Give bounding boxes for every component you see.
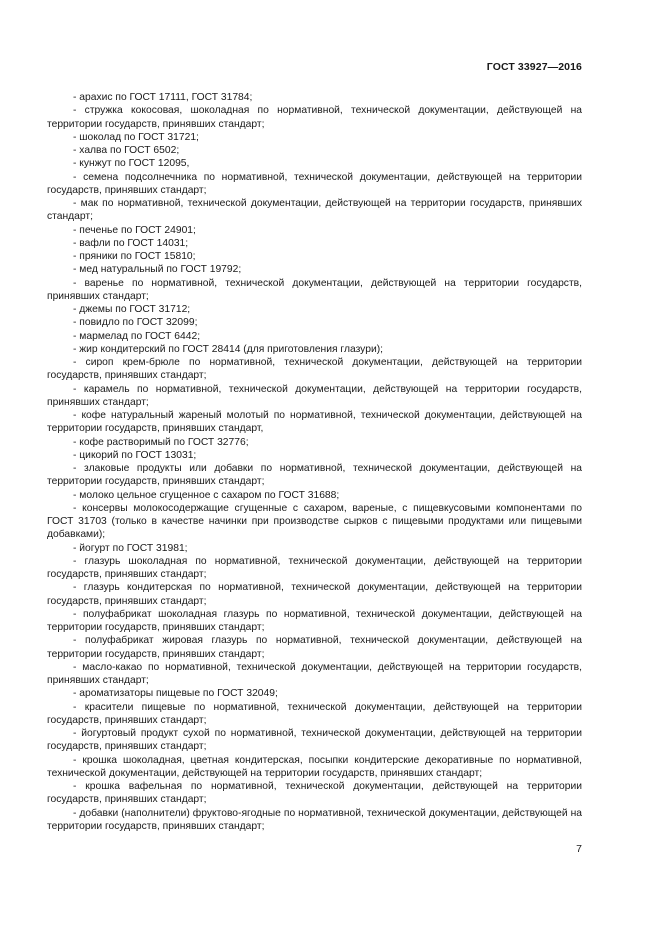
list-item: - жир кондитерский по ГОСТ 28414 (для приготовления глазури);: [73, 343, 383, 355]
list-item: - мармелад по ГОСТ 6442;: [73, 330, 201, 342]
list-item: - мак по нормативной, технической документации, действующей на территории государств, принявших стандарт;: [47, 198, 582, 223]
list-item: - пряники по ГОСТ 15810;: [73, 251, 196, 262]
list-item: - йогуртовый продукт сухой по нормативной, технической документации, действующей на территории государств, принявших стандарт;: [47, 728, 582, 753]
list-item: - карамель по нормативной, технической документации, действующей на территории государств, принявших стандарт;: [47, 383, 582, 408]
list-item: - семена подсолнечника по нормативной, технической документации, действующей на территории государств, принявших стандарт;: [47, 171, 582, 196]
list-item: - масло-какао по нормативной, технической документации, действующей на территории государств, принявших стандарт;: [47, 661, 582, 686]
list-item: - мед натуральный по ГОСТ 19792;: [73, 264, 242, 276]
list-item: - йогурт по ГОСТ 31981;: [73, 542, 188, 554]
list-item: - арахис по ГОСТ 17111, ГОСТ 31784;: [73, 92, 253, 103]
list-item: - красители пищевые по нормативной, технической документации, действующей на территории государств, принявших стандарт;: [47, 701, 582, 726]
list-item: - джемы по ГОСТ 31712;: [73, 304, 191, 315]
list-item: - кунжут по ГОСТ 12095,: [73, 158, 190, 170]
list-item: - повидло по ГОСТ 32099;: [73, 317, 198, 329]
list-item: - кофе натуральный жареный молотый по нормативной, технической документации, действующей на территории государств, принявших стандарт,: [47, 410, 582, 435]
list-item: - злаковые продукты или добавки по нормативной, технической документации, действующей на территории государств, принявших стандарт;: [47, 463, 582, 488]
page-number: 7: [576, 843, 582, 855]
list-item: - кофе растворимый по ГОСТ 32776;: [73, 436, 249, 448]
list-item: - глазурь кондитерская по нормативной, технической документации, действующей на территории государств, принявших стандарт;: [47, 582, 582, 607]
list-item: - халва по ГОСТ 6502;: [73, 145, 180, 156]
list-item: - добавки (наполнители) фруктово-ягодные по нормативной, технической документации, действующей на территории государств, принявших стандарт;: [47, 807, 582, 832]
list-item: - полуфабрикат жировая глазурь по нормативной, технической документации, действующей на территории государств, принявших стандарт;: [47, 635, 582, 660]
list-item: - крошка вафельная по нормативной, технической документации, действующей на территории государств, принявших стандарт;: [47, 781, 582, 806]
list-item: - вафли по ГОСТ 14031;: [73, 237, 189, 249]
list-item: - сироп крем-брюле по нормативной, технической документации, действующей на территории государств, принявших стандарт;: [47, 357, 582, 382]
list-item: - ароматизаторы пищевые по ГОСТ 32049;: [73, 688, 278, 700]
requirements-list: [47, 91, 582, 833]
standard-header: ГОСТ 33927—2016: [486, 61, 582, 73]
list-item: - консервы молокосодержащие сгущенные с сахаром, вареные, с пищевкусовыми компонентами по ГОСТ 31703 (только в качестве начинки при производстве сырков с пищевыми продуктами или пищевыми добавками);: [47, 502, 582, 541]
list-item: - полуфабрикат шоколадная глазурь по нормативной, технической документации, действующей на территории государств, принявших стандарт;: [47, 608, 582, 633]
list-item: - крошка шоколадная, цветная кондитерская, посыпки кондитерские декоративные по нормативной, технической документации, действующей на территории государств, принявших стандарт;: [47, 754, 582, 779]
list-item: - цикорий по ГОСТ 13031;: [73, 449, 197, 461]
list-item: - печенье по ГОСТ 24901;: [73, 224, 196, 236]
list-item: - шоколад по ГОСТ 31721;: [73, 131, 199, 143]
list-item: - варенье по нормативной, технической документации, действующей на территории государств, принявших стандарт;: [47, 277, 582, 302]
list-item: - глазурь шоколадная по нормативной, технической документации, действующей на территории государств, принявших стандарт;: [47, 555, 582, 580]
list-item: - молоко цельное сгущенное с сахаром по ГОСТ 31688;: [73, 489, 340, 501]
list-item: - стружка кокосовая, шоколадная по нормативной, технической документации, действующей на территории государств, принявших стандарт;: [47, 105, 582, 130]
